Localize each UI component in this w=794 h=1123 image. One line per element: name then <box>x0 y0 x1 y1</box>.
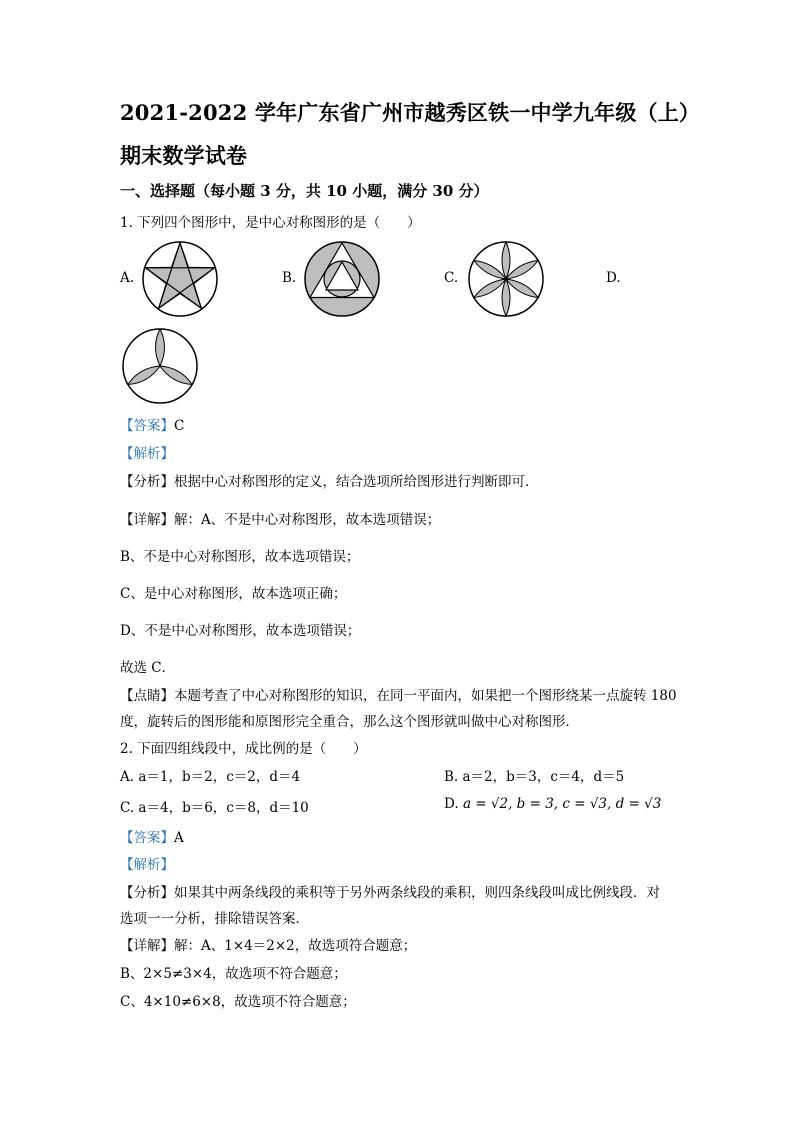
document-title-line1: 2021-2022 学年广东省广州市越秀区铁一中学九年级（上） <box>120 100 701 125</box>
question-1-option-d-label: D. <box>606 270 621 286</box>
answer-tag: 【答案】 <box>120 830 174 846</box>
question-1-choose: 故选 C． <box>120 660 176 676</box>
question-1-detail-a: 【详解】解：A、不是中心对称图形，故本选项错误； <box>120 512 441 528</box>
question-1-figure-c-flower <box>467 240 545 318</box>
question-1-detail-b: B、不是中心对称图形，故本选项错误； <box>120 549 360 565</box>
question-1-figure-a-star <box>141 240 219 318</box>
question-2-option-a: A. a＝1，b＝2，c＝2，d＝4 <box>120 769 301 785</box>
question-1-analysis-tag: 【解析】 <box>120 446 174 462</box>
option-d-math: a = √2, b = 3, c = √3, d = √3 <box>462 796 662 812</box>
question-2-fenxi-line1: 【分析】如果其中两条线段的乘积等于另外两条线段的乘积，则四条线段叫成比例线段．对 <box>120 885 660 901</box>
question-1-fenxi: 【分析】根据中心对称图形的定义，结合选项所给图形进行判断即可． <box>120 474 539 490</box>
question-1-detail-d: D、不是中心对称图形，故本选项错误； <box>120 623 361 639</box>
question-2-detail-c: C、4×10≠6×8，故选项不符合题意； <box>120 994 356 1010</box>
answer-tag: 【答案】 <box>120 418 174 434</box>
question-2-option-c: C. a＝4，b＝6，c＝8，d＝10 <box>120 800 309 816</box>
answer-value: C <box>174 418 185 434</box>
question-2-option-b: B. a＝2，b＝3，c＝4，d＝5 <box>444 769 625 785</box>
answer-value: A <box>174 830 184 846</box>
question-2-fenxi-line2: 选项一一分析，排除错误答案． <box>120 911 309 927</box>
question-2-analysis-tag: 【解析】 <box>120 857 174 873</box>
question-2-answer <box>120 826 184 846</box>
question-1-detail-c: C、是中心对称图形，故本选项正确； <box>120 586 347 602</box>
document-title-line2: 期末数学试卷 <box>120 143 248 168</box>
question-2-detail-a: 【详解】解：A、1×4＝2×2，故选项符合题意； <box>120 938 417 954</box>
question-1-figure-d-three-petals <box>121 327 199 405</box>
question-2-stem: 2. 下面四组线段中，成比例的是（ ） <box>120 741 367 757</box>
question-1-stem: 1. 下列四个图形中，是中心对称图形的是（ ） <box>120 215 421 231</box>
question-1-option-b-label: B. <box>282 270 297 286</box>
option-d-label: D. <box>444 796 459 812</box>
question-1-answer <box>120 414 184 434</box>
question-2-detail-b: B、2×5≠3×4，故选项不符合题意； <box>120 966 347 982</box>
section-heading: 一、选择题（每小题 3 分，共 10 小题，满分 30 分） <box>120 182 489 200</box>
question-1-dianjing-line1: 【点睛】本题考查了中心对称图形的知识，在同一平面内，如果把一个图形绕某一点旋转 180 <box>120 688 677 704</box>
question-1-dianjing-line2: 度，旋转后的图形能和原图形完全重合，那么这个图形就叫做中心对称图形． <box>120 714 579 730</box>
question-1-option-a-label: A. <box>120 270 135 286</box>
question-1-figure-b-triangle <box>303 240 381 318</box>
question-1-option-c-label: C. <box>444 270 459 286</box>
question-2-option-d <box>444 796 661 812</box>
